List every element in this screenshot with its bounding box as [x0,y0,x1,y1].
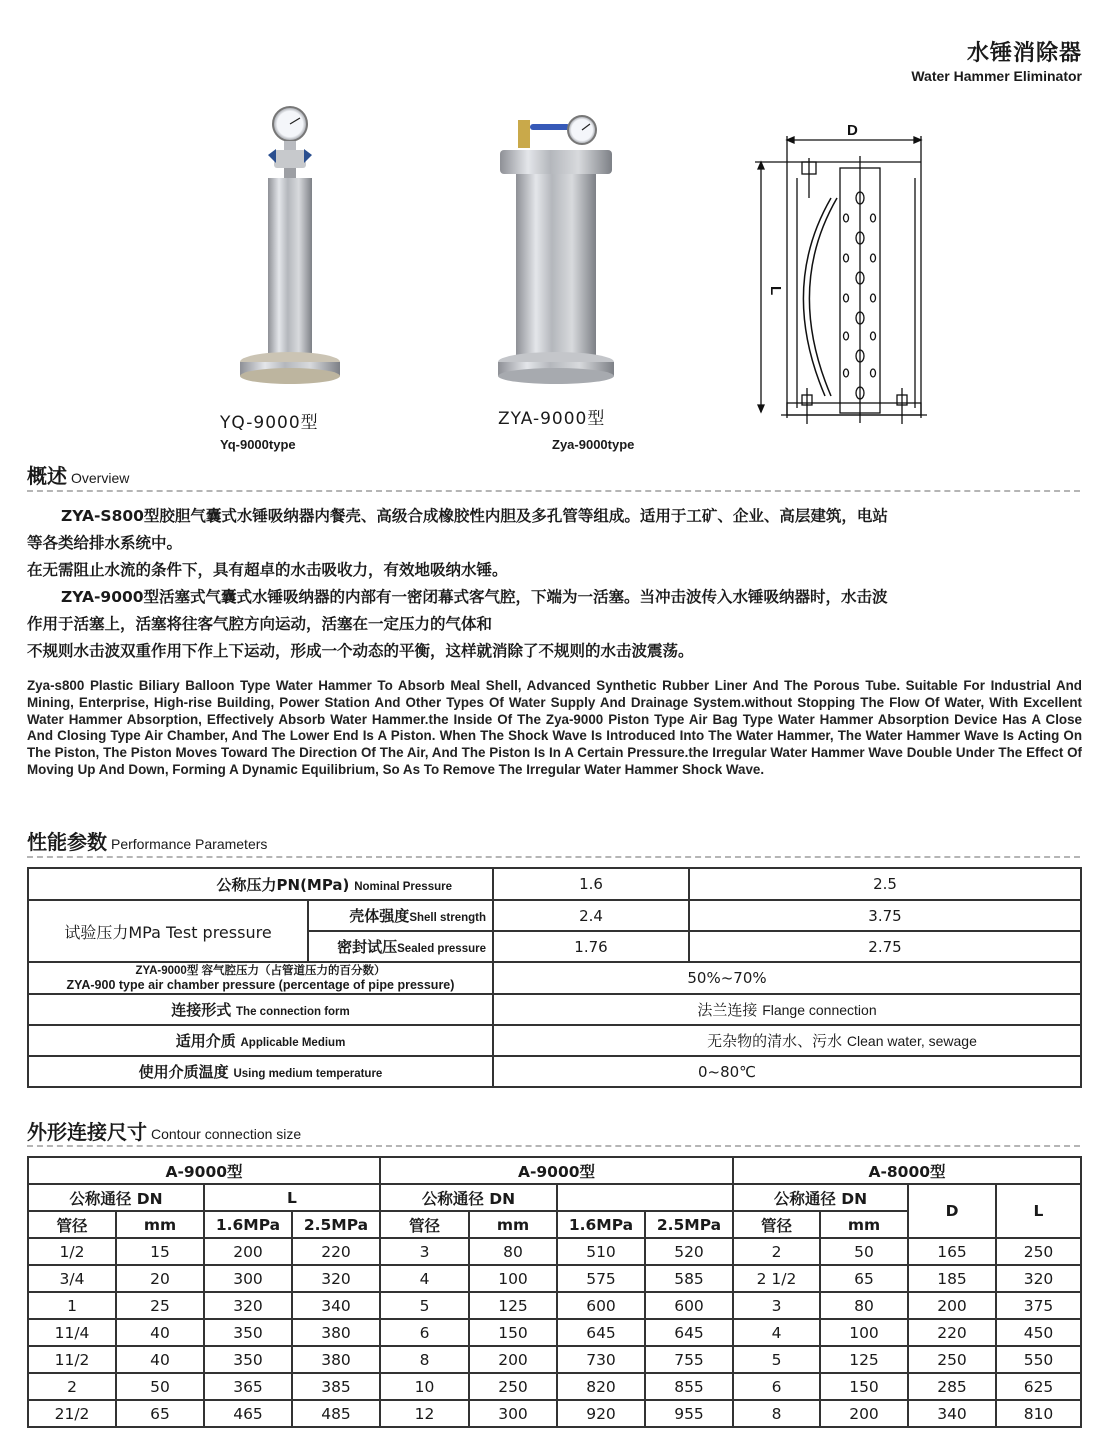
performance-heading-cn: 性能参数 [27,830,107,854]
table-cell: 575 [557,1265,645,1292]
label-cn: ZYA-9000型 容气腔压力（占管道压力的百分数） [135,965,386,977]
mm-header: mm [469,1211,557,1238]
table-cell: 520 [645,1238,733,1265]
product-model-cn: YQ-9000型 [220,413,319,433]
dimensions-body [28,1238,1081,1427]
label-en: Using medium temperature [233,1068,383,1080]
air-chamber-value: 50%~70% [493,962,1081,994]
page-subtitle: Water Hammer Eliminator [911,68,1082,84]
pipe-header: 管径 [28,1211,116,1238]
overview-en-text: Zya-s800 Plastic Biliary Balloon Type Water Hammer To Absorb Meal Shell, Advanced Synthetic Rubber Liner And The Porous Tube. Suitable For Industrial And Mining, Enterprise, High-rise Building, Power Station And Other Types Of Water Supply And Drainage System.without Stopping The Flow Of Water, With Excellent Water Hammer Absorption, Effectively Absorb Water Hammer.the Inside Of The Zya-9000 Piston Type Air Bag Type Water Hammer Absorption Device Has A Close And Closing Type Air Chamber, And The Lower End Is A Piston. When The Shock Wave Is Introduced Into The Water Hammer, The Water Hammer Wave Is Acting On The Piston, The Piston Moves Toward The Direction Of The Air, And The Piston Is In A Certain Pressure.the Irregular Water Hammer Wave Double Under The Effect Of Moving Up And Down, Forming A Dynamic Equilibrium, So As To Remove The Irregular Water Hammer Shock Wave. [27,678,1082,777]
value-cn: 法兰连接 [697,1001,758,1019]
brass-valve-icon [518,120,530,148]
dimensions-heading [27,1116,301,1145]
l-header [557,1184,733,1211]
table-cell: 375 [996,1292,1081,1319]
connection-form-value [493,994,1081,1025]
table-cell: 920 [557,1400,645,1427]
table-row [28,1265,1081,1292]
zya-9000-product-photo [490,110,620,400]
table-row [28,994,1081,1025]
table-cell: 2 1/2 [733,1265,820,1292]
page-title: 水锤消除器 [966,41,1082,66]
temperature-value: 0~80℃ [493,1056,1081,1087]
valve-handle-icon [268,149,312,168]
pressure-gauge-icon [273,107,307,141]
table-cell: 465 [204,1400,292,1427]
group-title: A-9000型 [28,1157,380,1184]
sealed-pressure-value-1: 1.76 [493,931,689,962]
pressure-header: 1.6MPa [557,1211,645,1238]
value-cn: 无杂物的清水、污水 [707,1032,843,1050]
pipe-header: 管径 [733,1211,820,1238]
table-cell: 625 [996,1373,1081,1400]
table-cell: 220 [292,1238,380,1265]
table-cell: 365 [204,1373,292,1400]
table-cell: 3 [380,1238,469,1265]
label-cn: 密封试压 [337,938,398,956]
table-row [28,1025,1081,1056]
table-cell: 21/2 [28,1400,116,1427]
label-en: Sealed pressure [397,943,486,955]
table-row [28,1292,1081,1319]
dn-header: 公称通径 DN [28,1184,204,1211]
table-cell: 200 [469,1346,557,1373]
performance-heading-en: Performance Parameters [111,836,268,852]
table-row [28,1056,1081,1087]
table-cell: 645 [557,1319,645,1346]
table-cell: 200 [820,1400,908,1427]
table-cell: 5 [380,1292,469,1319]
air-chamber-label [28,962,493,994]
overview-heading-en: Overview [71,470,130,486]
table-cell: 320 [996,1265,1081,1292]
table-row [28,1346,1081,1373]
table-cell: 600 [557,1292,645,1319]
label-en: Applicable Medium [240,1037,346,1049]
temperature-label [28,1056,493,1087]
table-row [28,1373,1081,1400]
yq-9000-product-photo [230,100,350,400]
group-title: A-9000型 [380,1157,733,1184]
section-divider [27,490,1080,492]
table-header-row [28,1184,1081,1211]
label-en: The connection form [236,1006,350,1018]
table-cell: 955 [645,1400,733,1427]
table-cell: 3 [733,1292,820,1319]
pressure-header: 1.6MPa [204,1211,292,1238]
table-cell: 300 [469,1400,557,1427]
table-row [28,1319,1081,1346]
table-cell: 250 [996,1238,1081,1265]
product-model-cn: ZYA-9000型 [498,409,606,429]
table-cell: 1/2 [28,1238,116,1265]
table-cell: 385 [292,1373,380,1400]
table-cell: 125 [820,1346,908,1373]
table-cell: 11/4 [28,1319,116,1346]
table-cell: 340 [908,1400,996,1427]
table-header-row [28,1157,1081,1184]
table-cell: 40 [116,1319,204,1346]
table-cell: 755 [645,1346,733,1373]
label-en: Nominal Pressure [354,880,452,893]
table-row [28,1238,1081,1265]
applicable-medium-value [493,1025,1081,1056]
shell-strength-label [308,900,493,931]
table-cell: 1 [28,1292,116,1319]
product-model-en: Zya-9000type [552,437,635,452]
table-cell: 350 [204,1346,292,1373]
label-d: D [847,122,858,139]
shell-strength-value-1: 2.4 [493,900,689,931]
table-cell: 100 [820,1319,908,1346]
table-cell: 340 [292,1292,380,1319]
table-cell: 450 [996,1319,1081,1346]
table-cell: 600 [645,1292,733,1319]
label-cn: 公称压力PN(MPa) [216,875,350,894]
table-cell: 4 [733,1319,820,1346]
table-cell: 80 [469,1238,557,1265]
performance-heading [27,826,267,855]
overview-cn-line: ZYA-S800型胶胆气囊式水锤吸纳器内餐壳、高级合成橡胶性内胆及多孔管等组成。适用于工矿、企业、高层建筑，电站 [61,507,888,525]
pressure-header: 2.5MPa [645,1211,733,1238]
label-l: L [767,286,784,296]
performance-table [27,867,1082,1088]
overview-cn-text [27,503,1082,665]
nominal-pressure-value-2: 2.5 [689,868,1081,900]
table-cell: 20 [116,1265,204,1292]
pressure-header: 2.5MPa [292,1211,380,1238]
table-cell: 12 [380,1400,469,1427]
table-cell: 5 [733,1346,820,1373]
table-row [28,868,1081,900]
table-cell: 3/4 [28,1265,116,1292]
connection-form-label [28,994,493,1025]
mm-header: mm [116,1211,204,1238]
table-cell: 380 [292,1346,380,1373]
table-cell: 100 [469,1265,557,1292]
table-cell: 320 [292,1265,380,1292]
overview-heading [27,460,129,489]
table-cell: 6 [380,1319,469,1346]
label-cn: 壳体强度 [349,907,410,925]
table-cell: 185 [908,1265,996,1292]
table-row [28,1400,1081,1427]
overview-cn-line: 作用于活塞上，活塞将往客气腔方向运动，活塞在一定压力的气体和 [27,615,493,633]
table-cell: 810 [996,1400,1081,1427]
table-cell: 200 [908,1292,996,1319]
table-cell: 150 [469,1319,557,1346]
table-row [28,962,1081,994]
table-cell: 125 [469,1292,557,1319]
dimensions-table [27,1156,1082,1428]
overview-cn-line: ZYA-9000型活塞式气囊式水锤吸纳器的内部有一密闭幕式客气腔，下端为一活塞。当冲击波传入水锤吸纳器时，水击波 [61,588,888,606]
table-cell: 285 [908,1373,996,1400]
overview-cn-line: 在无需阻止水流的条件下，具有超卓的水击吸收力，有效地吸纳水锤。 [27,561,508,579]
applicable-medium-label [28,1025,493,1056]
table-cell: 250 [908,1346,996,1373]
nominal-pressure-label [28,868,493,900]
d-header: D [908,1184,996,1238]
dn-header: 公称通径 DN [733,1184,908,1211]
pressure-gauge-icon [568,116,596,144]
table-cell: 380 [292,1319,380,1346]
value-en: Clean water, sewage [846,1033,977,1049]
table-row [28,900,1081,931]
dn-header: 公称通径 DN [380,1184,557,1211]
table-cell: 80 [820,1292,908,1319]
table-cell: 820 [557,1373,645,1400]
label-cn: 连接形式 [171,1001,232,1019]
table-cell: 11/2 [28,1346,116,1373]
overview-heading-cn: 概述 [27,464,67,488]
test-pressure-label: 试验压力MPa Test pressure [28,900,308,962]
section-divider [27,856,1080,858]
sealed-pressure-label [308,931,493,962]
table-cell: 65 [820,1265,908,1292]
product-model-en: Yq-9000type [220,437,296,452]
cross-section-diagram [745,118,935,428]
dimensions-heading-cn: 外形连接尺寸 [27,1120,147,1144]
table-cell: 4 [380,1265,469,1292]
group-title: A-8000型 [733,1157,1081,1184]
overview-cn-line: 等各类给排水系统中。 [27,534,183,552]
nominal-pressure-value-1: 1.6 [493,868,689,900]
table-cell: 300 [204,1265,292,1292]
table-cell: 550 [996,1346,1081,1373]
table-cell: 10 [380,1373,469,1400]
table-cell: 2 [28,1373,116,1400]
table-cell: 510 [557,1238,645,1265]
table-cell: 2 [733,1238,820,1265]
table-cell: 350 [204,1319,292,1346]
label-en: ZYA-900 type air chamber pressure (percentage of pipe pressure) [66,978,455,992]
table-cell: 320 [204,1292,292,1319]
sealed-pressure-value-2: 2.75 [689,931,1081,962]
pipe-header: 管径 [380,1211,469,1238]
table-cell: 730 [557,1346,645,1373]
table-cell: 6 [733,1373,820,1400]
section-divider [27,1145,1080,1147]
table-cell: 50 [820,1238,908,1265]
table-cell: 855 [645,1373,733,1400]
table-cell: 250 [469,1373,557,1400]
table-cell: 65 [116,1400,204,1427]
label-cn: 使用介质温度 [138,1063,229,1081]
table-cell: 485 [292,1400,380,1427]
l-header: L [996,1184,1081,1238]
table-cell: 200 [204,1238,292,1265]
table-cell: 50 [116,1373,204,1400]
label-en: Shell strength [409,912,486,924]
table-cell: 585 [645,1265,733,1292]
shell-strength-value-2: 3.75 [689,900,1081,931]
table-cell: 8 [380,1346,469,1373]
table-cell: 645 [645,1319,733,1346]
table-cell: 150 [820,1373,908,1400]
l-header: L [204,1184,380,1211]
table-cell: 40 [116,1346,204,1373]
table-cell: 8 [733,1400,820,1427]
dimensions-heading-en: Contour connection size [151,1126,302,1142]
table-cell: 25 [116,1292,204,1319]
label-cn: 适用介质 [175,1032,236,1050]
value-en: Flange connection [762,1002,877,1018]
table-cell: 220 [908,1319,996,1346]
table-cell: 15 [116,1238,204,1265]
table-cell: 165 [908,1238,996,1265]
mm-header: mm [820,1211,908,1238]
overview-cn-line: 不规则水击波双重作用下作上下运动，形成一个动态的平衡，这样就消除了不规则的水击波震荡。 [27,642,694,660]
